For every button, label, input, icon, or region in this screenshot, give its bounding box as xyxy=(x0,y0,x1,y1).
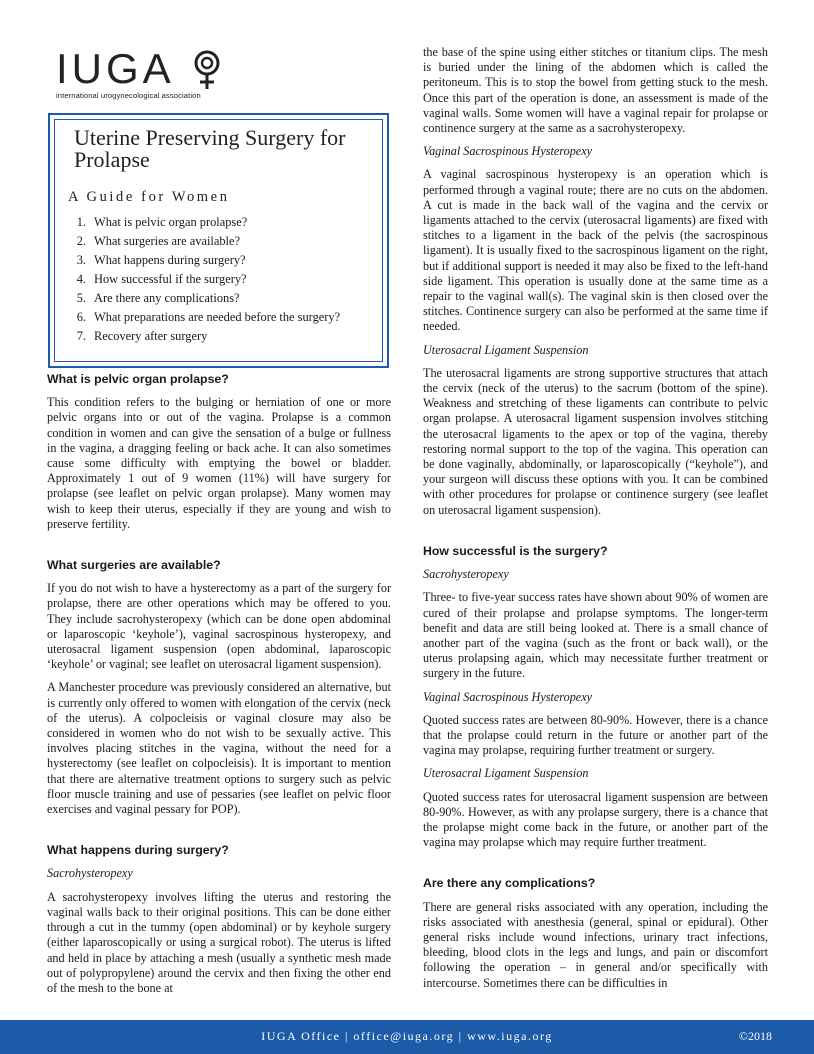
paragraph: The uterosacral ligaments are strong supportive structures that attach the cervix (neck of the uterus) to the sacrum (bottom of the spine). Weakness and stretching of these ligaments can contribute to pelvic organ prolapse. A uterosacral ligament suspension involves stitching the uterosacral ligaments to the apex or top of the vagina, thereby restoring normal support to the top of the vagina. This operation can be done vaginally, abdominally, or laparoscopically (“keyhole”), and your surgeon will discuss these options with you. It can be combined with other procedures for prolapse or continence surgery (see leaflet on uterosacral ligament suspension). xyxy=(423,365,768,517)
guide-item xyxy=(70,213,340,232)
paragraph: A sacrohysteropexy involves lifting the uterus and restoring the vaginal walls back to their original positions. This can be done either through a cut in the tummy (open abdominal) or by keyhole surgery (either laparoscopically or using a surgical robot). The uterus is lifted and held in place by attaching a mesh (usually a synthetic mesh made out of polypropylene) around the cervix and then fixing the other end of the mesh to the bone at xyxy=(47,889,391,995)
iuga-logo xyxy=(56,47,306,107)
subheading: Uterosacral Ligament Suspension xyxy=(423,342,589,357)
guide-item-number: 7. xyxy=(76,329,86,343)
guide-item-text: What happens during surgery? xyxy=(94,253,246,267)
logo-tagline: international urogynecological association xyxy=(56,91,201,100)
paragraph: This condition refers to the bulging or herniation of one or more pelvic organs into or out of the vagina. Prolapse is a common condition in women and can give the sensation of a bulge or fullness in the vagina, a dragging feeling or back ache. It can also sometimes cause some difficulty with emptying the bowel or bladder. Approximately 1 out of 9 women (11%) will have surgery for prolapse (see leaflet on pelvic organ prolapse). Many women may wish to keep their uterus, especially if they are young and wish to preserve fertility. xyxy=(47,395,391,531)
paragraph: Three- to five-year success rates have shown about 90% of women are cured of their prolapse and prolapse symptoms. The longer-term benefit and data are still being looked at. There is a small chance of another part of the vagina (such as the front or back wall), or the uterus prolapsing again, which may necessitate further treatment or surgery in the future. xyxy=(423,590,768,681)
guide-item-number: 6. xyxy=(76,310,86,324)
section-heading-happens: What happens during surgery? xyxy=(47,843,229,858)
paragraph: There are general risks associated with any operation, including the risks associated with anesthesia (general, spinal or epidural). Other general risks include wound infections, urinary tract infections, bleeding, blood clots in the legs and lungs, and pain or discomfort following the operation – in general and/or specifically with intercourse. Sometimes there can be difficulties in xyxy=(423,899,768,990)
subheading: Vaginal Sacrospinous Hysteropexy xyxy=(423,689,593,704)
left-column xyxy=(47,372,391,1004)
guide-item xyxy=(70,308,340,327)
guide-item-number: 3. xyxy=(76,253,86,267)
guide-item-text: Are there any complications? xyxy=(94,291,240,305)
logo-wordmark: IUGA xyxy=(56,45,175,92)
paragraph: Quoted success rates for uterosacral ligament suspension are between 80-90%. However, as with any prolapse surgery, there is a chance that the prolapse might come back in the future, or another part of the vagina may prolapse which may require further treatment. xyxy=(423,789,768,850)
guide-item-text: What surgeries are available? xyxy=(94,234,240,248)
paragraph: If you do not wish to have a hysterectomy as a part of the surgery for prolapse, there are other operations which may be offered to you. They include sacrohysteropexy (which can be done open abdominal or laparoscopic ‘keyhole’), vaginal sacrospinous hysteropexy, and uterosacral ligament suspension (open abdominal, laparoscopic ‘keyhole’ or vaginal; see leaflet on uterosacral ligament suspension). xyxy=(47,581,391,672)
guide-item-text: Recovery after surgery xyxy=(94,329,208,343)
guide-item xyxy=(70,270,340,289)
paragraph: Quoted success rates are between 80-90%. However, there is a chance that the prolapse could return in the future or another part of the vagina may prolapse, requiring further treatment or surgery. xyxy=(423,712,768,758)
section-heading-complications: Are there any complications? xyxy=(423,876,596,891)
section-heading-surgeries: What surgeries are available? xyxy=(47,558,221,573)
paragraph: A Manchester procedure was previously considered an alternative, but is currently only offered to women with elongation of the cervix (neck of the uterus). A colpocleisis or vaginal closure may also be considered in women who do not wish to be sexually active. This involves placing stitches in the vagina, without the need for a hysterectomy (see leaflet on colpocleisis). It is important to mention that there are alternative treatment options to surgery such as pelvic floor muscle training and use of pessaries (see leaflet on pelvic floor exercises and vaginal pessary for POP). xyxy=(47,680,391,817)
guide-item-text: What preparations are needed before the surgery? xyxy=(94,310,341,324)
guide-item-number: 5. xyxy=(76,291,86,305)
subheading: Uterosacral Ligament Suspension xyxy=(423,766,589,781)
subheading: Sacrohysteropexy xyxy=(47,866,133,881)
female-symbol-icon xyxy=(192,49,222,91)
guide-item xyxy=(70,232,340,251)
guide-item xyxy=(70,251,340,270)
footer-contact: IUGA Office | office@iuga.org | www.iuga.org xyxy=(261,1029,553,1043)
guide-item-text: How successful if the surgery? xyxy=(94,272,247,286)
section-heading-prolapse: What is pelvic organ prolapse? xyxy=(47,372,229,386)
subheading: Sacrohysteropexy xyxy=(423,567,509,582)
guide-item xyxy=(70,289,340,308)
guide-item-number: 1. xyxy=(76,215,86,229)
footer-copyright: ©2018 xyxy=(738,1029,772,1043)
guide-item-number: 4. xyxy=(76,272,86,286)
right-column xyxy=(423,45,768,999)
guide-item xyxy=(70,327,340,346)
guide-box xyxy=(48,113,389,368)
guide-contents-list xyxy=(70,213,340,346)
paragraph: A vaginal sacrospinous hysteropexy is an operation which is performed through a vaginal route; there are no cuts on the abdomen. A cut is made in the back wall of the vagina and the cervix or ligaments attached to the cervix (uterosacral ligaments) are fixed with stitches to a ligament in the back of the pelvis (the sacrospinous ligament). It is usually fixed to the sacrospinous ligament on the right, but if additional support is needed it may also be fixed to the left-hand side ligament. This operation is usually done at the same time as a repair to the vaginal wall(s). The vaginal skin is then closed over the stitches. Continence surgery can also be performed at the same time if needed. xyxy=(423,167,768,334)
paragraph: the base of the spine using either stitches or titanium clips. The mesh is buried under the lining of the abdomen which is called the peritoneum. This is to stop the bowel from getting stuck to the mesh. Once this part of the operation is done, an assessment is made of the vaginal walls. Some women will have a vaginal repair for prolapse or continence surgery at the same as a sacrohysteropexy. xyxy=(423,45,768,136)
guide-item-number: 2. xyxy=(76,234,86,248)
guide-subtitle: A Guide for Women xyxy=(68,189,230,205)
subheading: Vaginal Sacrospinous Hysteropexy xyxy=(423,144,593,159)
guide-title: Uterine Preserving Surgery for Prolapse xyxy=(74,125,346,172)
footer-bar xyxy=(0,1020,814,1054)
section-heading-successful: How successful is the surgery? xyxy=(423,543,608,558)
guide-item-text: What is pelvic organ prolapse? xyxy=(94,215,248,229)
